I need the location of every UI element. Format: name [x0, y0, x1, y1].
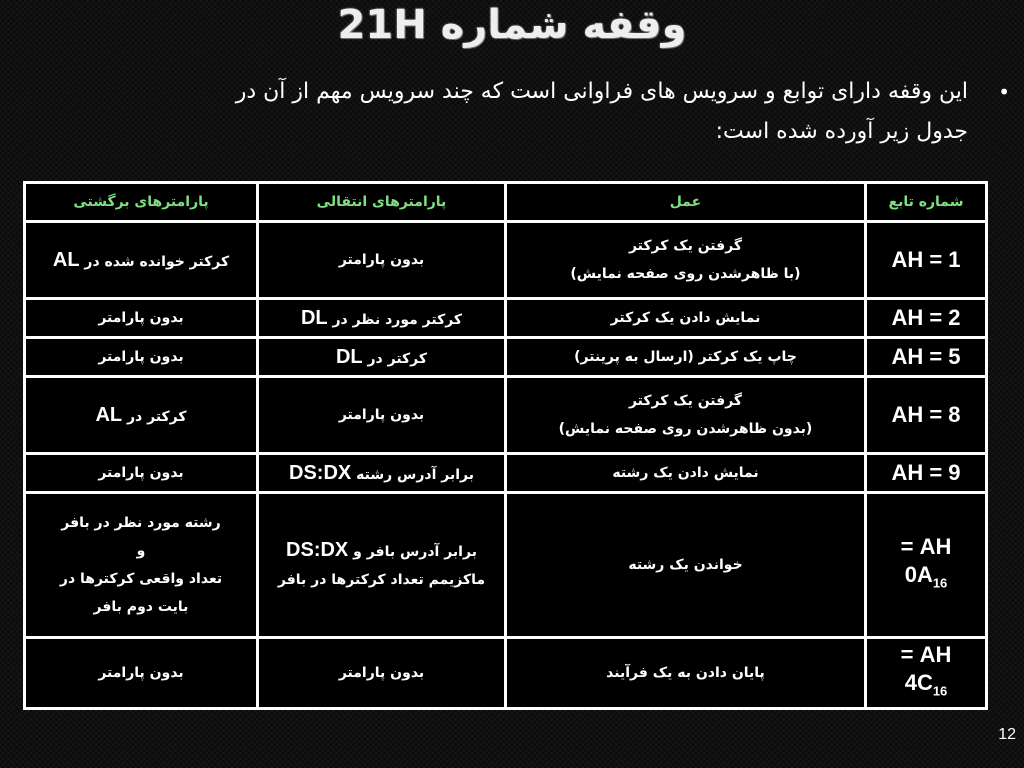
output-register: AL — [95, 403, 123, 426]
action-cell: خواندن یک رشته — [507, 494, 864, 636]
table-row — [26, 223, 985, 297]
input-cell — [259, 455, 504, 491]
input-line — [263, 536, 500, 566]
table-row — [26, 300, 985, 336]
input-cell — [259, 300, 504, 336]
intro-line-1: این وقفه دارای توابع و سرویس های فراوانی است که چند سرویس مهم از آن در — [235, 79, 968, 104]
output-line: رشته مورد نظر در بافر — [61, 515, 221, 531]
table-header-row — [26, 184, 985, 220]
input-text: کرکتر در — [367, 350, 428, 367]
input-register: DL — [335, 345, 363, 368]
output-cell — [26, 223, 256, 297]
header-func: شماره تابع — [867, 184, 985, 220]
func-subscript: 16 — [932, 575, 948, 591]
table-row — [26, 494, 985, 636]
input-cell: بدون پارامتر — [259, 639, 504, 707]
func-value: 4C — [904, 669, 933, 695]
func-cell: AH = 2 — [867, 300, 985, 336]
input-cell: بدون پارامتر — [259, 223, 504, 297]
action-cell: نمایش دادن یک کرکتر — [507, 300, 864, 336]
func-cell: AH = 5 — [867, 339, 985, 375]
output-line: تعداد واقعی کرکترها در — [59, 571, 223, 587]
table-row — [26, 378, 985, 452]
action-line: (با ظاهرشدن روی صفحه نمایش) — [570, 266, 801, 282]
header-output: پارامترهای برگشتی — [26, 184, 256, 220]
func-cell: AH = 8 — [867, 378, 985, 452]
services-table — [23, 181, 988, 710]
input-register: DS:DX — [286, 539, 349, 561]
input-register: DL — [300, 306, 328, 329]
func-cell — [867, 639, 985, 707]
output-register: AL — [52, 248, 80, 271]
func-cell: AH = 1 — [867, 223, 985, 297]
action-cell — [507, 378, 864, 452]
table-row — [26, 339, 985, 375]
output-cell: بدون پارامتر — [26, 639, 256, 707]
input-register: DS:DX — [289, 461, 352, 484]
header-action: عمل — [507, 184, 864, 220]
output-text: کرکتر در — [127, 408, 187, 425]
action-line: (بدون ظاهرشدن روی صفحه نمایش) — [558, 421, 813, 437]
header-input: پارامترهای انتقالی — [259, 184, 504, 220]
action-cell: چاپ یک کرکتر (ارسال به پرینتر) — [507, 339, 864, 375]
input-text: کرکتر مورد نظر در — [332, 311, 463, 328]
func-line — [871, 561, 981, 597]
func-line: AH = — [900, 533, 952, 559]
slide-title: وقفه شماره 21H — [337, 2, 687, 48]
action-cell — [507, 223, 864, 297]
output-cell — [26, 494, 256, 636]
func-value: 0A — [904, 561, 933, 587]
output-text: کرکتر خوانده شده در — [84, 253, 230, 270]
input-text: برابر آدرس بافر و — [353, 544, 477, 560]
input-cell — [259, 494, 504, 636]
output-cell: بدون پارامتر — [26, 455, 256, 491]
func-line: AH = — [900, 641, 952, 667]
input-text: برابر آدرس رشته — [356, 466, 474, 483]
input-cell — [259, 339, 504, 375]
output-line: و — [136, 543, 146, 559]
intro-paragraph — [10, 72, 1010, 152]
table-row — [26, 455, 985, 491]
output-cell: بدون پارامتر — [26, 339, 256, 375]
func-cell: AH = 9 — [867, 455, 985, 491]
input-cell: بدون پارامتر — [259, 378, 504, 452]
input-line: ماکزیمم تعداد کرکترها در بافر — [277, 572, 486, 588]
func-subscript: 16 — [932, 683, 948, 699]
page-number: 12 — [998, 726, 1016, 743]
output-cell — [26, 378, 256, 452]
action-cell: نمایش دادن یک رشته — [507, 455, 864, 491]
action-cell: پایان دادن به یک فرآیند — [507, 639, 864, 707]
action-line: گرفتن یک کرکتر — [628, 238, 743, 254]
output-line: بایت دوم بافر — [93, 599, 189, 615]
output-cell: بدون پارامتر — [26, 300, 256, 336]
func-line — [871, 669, 981, 705]
bullet-icon: • — [998, 80, 1010, 104]
table-row — [26, 639, 985, 707]
intro-line-2: جدول زیر آورده شده است: — [715, 119, 968, 144]
action-line: گرفتن یک کرکتر — [628, 393, 743, 409]
func-cell — [867, 494, 985, 636]
